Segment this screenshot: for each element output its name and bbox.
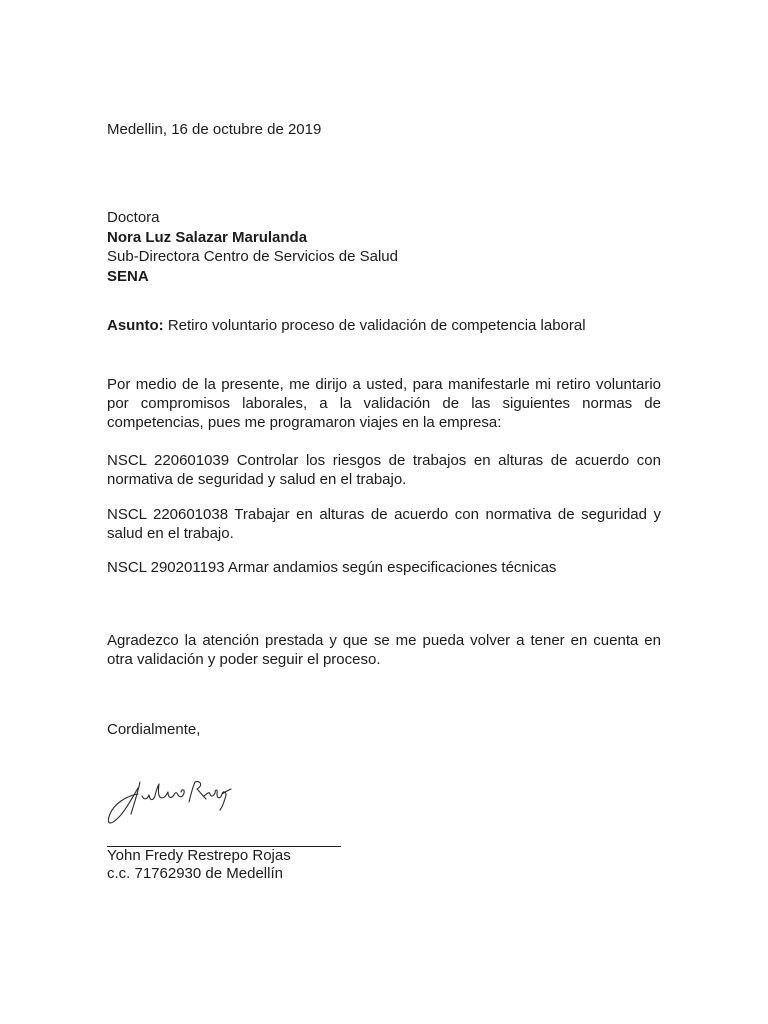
recipient-organization: SENA bbox=[107, 268, 149, 285]
recipient-position: Sub-Directora Centro de Servicios de Salud bbox=[107, 248, 398, 265]
signer-name: Yohn Fredy Restrepo Rojas bbox=[107, 847, 291, 864]
subject-text: Retiro voluntario proceso de validación de competencia laboral bbox=[163, 317, 586, 334]
body-intro: Por medio de la presente, me dirijo a usted, para manifestarle mi retiro voluntario por compromisos laborales, a la validación de las siguientes normas de competencias, pues me programaron viajes en la empresa: bbox=[107, 376, 661, 431]
subject-line bbox=[107, 316, 586, 335]
recipient-name: Nora Luz Salazar Marulanda bbox=[107, 229, 308, 246]
norm-item: NSCL 220601039 Controlar los riesgos de trabajos en alturas de acuerdo con normativa de seguridad y salud en el trabajo. bbox=[107, 452, 661, 488]
recipient-salutation: Doctora bbox=[107, 209, 160, 226]
closing-paragraph: Agradezco la atención prestada y que se me pueda volver a tener en cuenta en otra validación y poder seguir el proceso. bbox=[107, 632, 661, 668]
norm-item: NSCL 220601038 Trabajar en alturas de acuerdo con normativa de seguridad y salud en el trabajo. bbox=[107, 506, 661, 542]
norm-item: NSCL 290201193 Armar andamios según especificaciones técnicas bbox=[107, 559, 557, 576]
date-line: Medellin, 16 de octubre de 2019 bbox=[107, 121, 322, 138]
subject-label: Asunto: bbox=[107, 317, 164, 334]
signer-id: c.c. 71762930 de Medellín bbox=[107, 865, 283, 882]
handwritten-signature bbox=[104, 774, 234, 834]
valediction: Cordialmente, bbox=[107, 721, 201, 738]
